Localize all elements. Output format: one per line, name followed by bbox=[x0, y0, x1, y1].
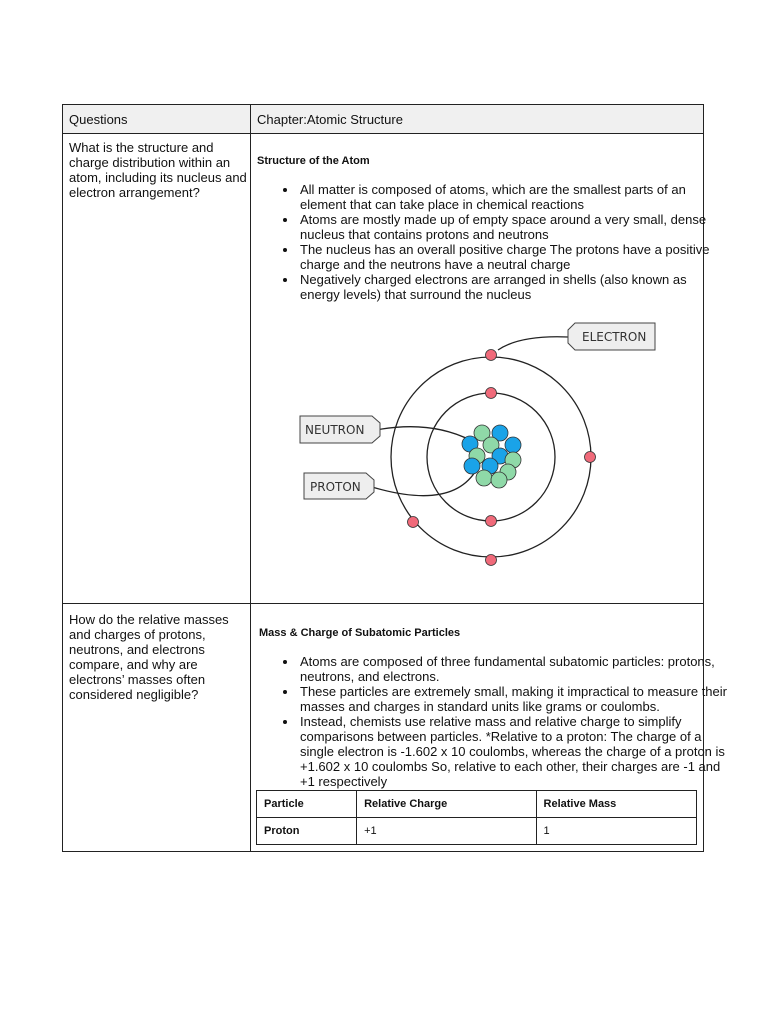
table-cell: 1 bbox=[536, 818, 696, 845]
table-header-cell: Relative Mass bbox=[536, 791, 696, 818]
column-divider bbox=[250, 105, 251, 851]
bullet: • The nucleus has an overall positive charge The protons have a positive charge and the neutrons have a neutral charge bbox=[298, 242, 718, 272]
proton-arrow bbox=[372, 472, 475, 496]
table-header-cell: Relative Charge bbox=[357, 791, 536, 818]
neutron-arrow bbox=[376, 427, 470, 440]
header-questions: Questions bbox=[69, 112, 128, 127]
bullet-list-2 bbox=[257, 654, 738, 789]
section-heading-1: Structure of the Atom bbox=[257, 155, 370, 167]
bullet: • All matter is composed of atoms, which are the smallest parts of an element that can take place in chemical reactions bbox=[298, 182, 718, 212]
bullet-list-1 bbox=[257, 182, 718, 302]
electron-label: ELECTRON bbox=[582, 330, 647, 344]
electron-arrow bbox=[498, 337, 568, 350]
question-2: How do the relative masses and charges of protons, neutrons, and electrons compare, and why are electrons’ masses often considered negligible? bbox=[69, 612, 229, 702]
table-header-cell: Particle bbox=[257, 791, 357, 818]
proton-label: PROTON bbox=[310, 480, 361, 494]
section-heading-2: Mass & Charge of Subatomic Particles bbox=[259, 627, 461, 639]
outer-shell bbox=[391, 357, 591, 557]
atom-diagram bbox=[280, 310, 680, 590]
table-cell: Proton bbox=[257, 818, 357, 845]
header-chapter: Chapter:Atomic Structure bbox=[257, 112, 403, 127]
bullet: • Atoms are mostly made up of empty space around a very small, dense nucleus that contains protons and neutrons bbox=[298, 212, 718, 242]
bullet: • Instead, chemists use relative mass and relative charge to simplify comparisons between particles. *Relative to a proton: The charge of a single electron is -1.602 x 10 coulombs, whereas the charge of a proton is +1.602 x 10 coulombs So, relative to each other, their charges are -1 and +1 respectively bbox=[298, 714, 738, 789]
table-header-row bbox=[257, 791, 697, 818]
question-1: What is the structure and charge distribution within an atom, including its nucleus and electron arrangement? bbox=[69, 140, 247, 200]
bullet: • These particles are extremely small, making it impractical to measure their masses and charges in standard units like grams or coulombs. bbox=[298, 684, 738, 714]
particle-table bbox=[256, 790, 697, 845]
table-row bbox=[257, 818, 697, 845]
inner-shell bbox=[427, 393, 555, 521]
nucleus bbox=[462, 425, 521, 488]
bullet: • Atoms are composed of three fundamental subatomic particles: protons, neutrons, and electrons. bbox=[298, 654, 738, 684]
bullet: • Negatively charged electrons are arranged in shells (also known as energy levels) that surround the nucleus bbox=[298, 272, 718, 302]
row-divider bbox=[63, 603, 703, 604]
table-cell: +1 bbox=[357, 818, 536, 845]
neutron-label: NEUTRON bbox=[305, 423, 365, 437]
